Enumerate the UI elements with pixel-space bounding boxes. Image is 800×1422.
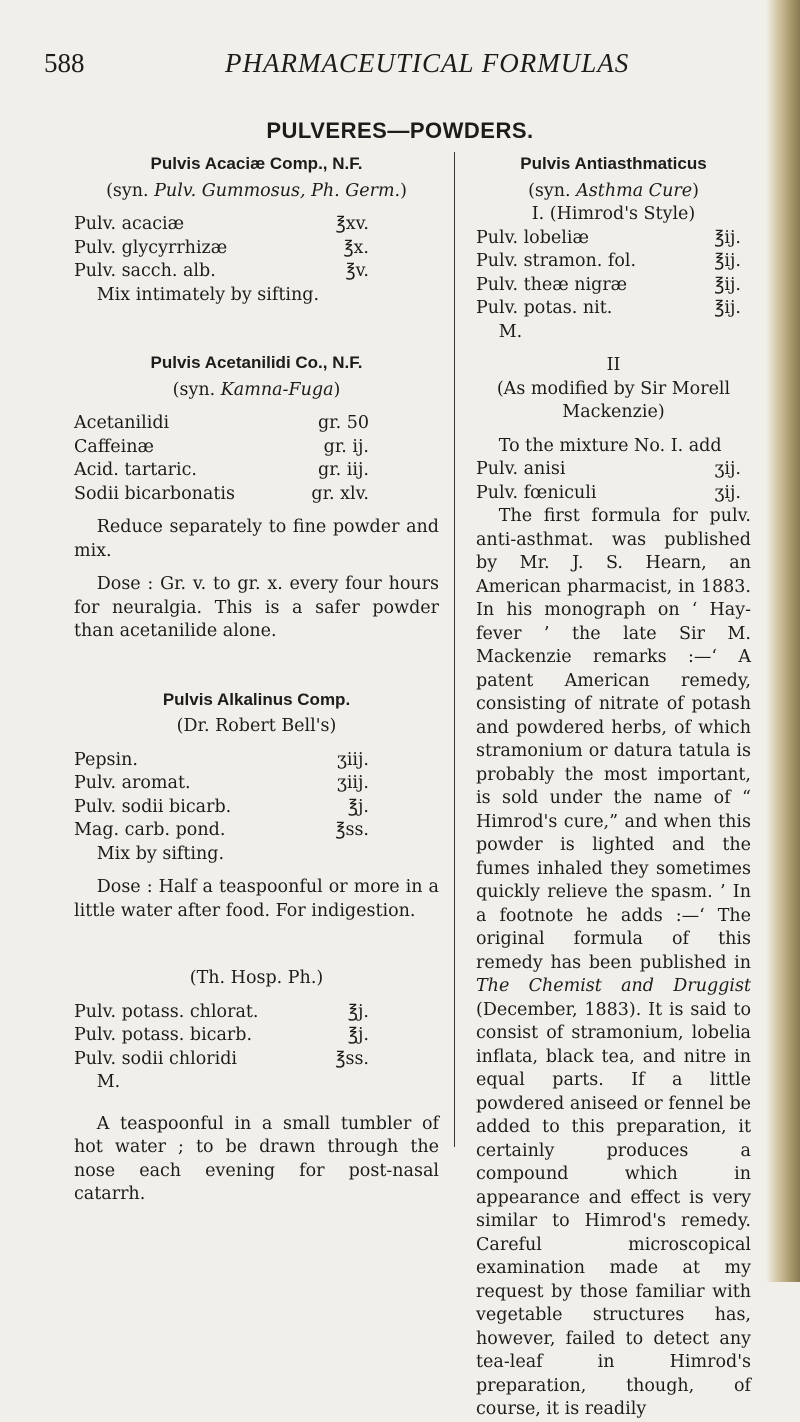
direction-text: Reduce separately to fine powder and mix. xyxy=(74,517,439,561)
left-column xyxy=(74,152,439,1207)
direction-text: M. xyxy=(96,1072,121,1092)
modified-note: (As modified by Sir Morell Mackenzie) xyxy=(496,378,731,422)
source-note: (Dr. Robert Bell's) xyxy=(176,716,337,736)
formula-acacia xyxy=(74,152,439,307)
running-title: PHARMACEUTICAL FORMULAS xyxy=(225,48,630,78)
formula-title: Pulvis Acetanilidi Co., N.F. xyxy=(150,353,363,372)
synonym: (syn. Pulv. Gummosus, Ph. Germ.) xyxy=(106,180,407,201)
ingredient-line: Pulv. theæ nigræ ℥ij. xyxy=(476,274,741,295)
formula-hosp xyxy=(74,967,439,1207)
ingredient-line: Acid. tartaric. gr. iij. xyxy=(74,460,369,480)
ingredient-line: Pulv. fœniculi ʒij. xyxy=(476,482,741,503)
ingredient-line: Sodii bicarbonatis gr. xlv. xyxy=(74,483,369,504)
formula-title: Pulvis Antiasthmaticus xyxy=(520,154,707,173)
ingredient-line: Pulv. sodii chloridi ℥ss. xyxy=(74,1048,369,1069)
variant-label: II xyxy=(606,355,621,375)
section-title: PULVERES—POWDERS. xyxy=(266,118,534,143)
page-number: 588 xyxy=(44,48,85,78)
formula-title: Pulvis Acaciæ Comp., N.F. xyxy=(150,154,363,173)
ingredient-line: Pepsin. ʒiij. xyxy=(74,749,369,770)
page-edge-shadow xyxy=(766,0,800,1282)
ingredient-line: Pulv. potas. nit. ℥ij. xyxy=(476,298,741,318)
ingredient-line: Pulv. stramon. fol. ℥ij. xyxy=(476,251,741,271)
dose-text: Dose : Gr. v. to gr. x. every four hours for neuralgia. This is a safer powder than acetanilide alone. xyxy=(74,574,439,641)
formula-antiasthmaticus xyxy=(476,152,751,1422)
ingredient-line: Pulv. glycyrrhizæ ℥x. xyxy=(74,237,369,258)
ingredient-line: Pulv. aromat. ʒiij. xyxy=(74,773,369,793)
ingredient-line: Pulv. sodii bicarb. ℥j. xyxy=(74,796,369,817)
ingredient-line: Mag. carb. pond. ℥ss. xyxy=(74,820,369,840)
ingredient-line: Pulv. acaciæ ℥xv. xyxy=(74,214,369,234)
ingredient-line: Acetanilidi gr. 50 xyxy=(74,413,369,433)
formula-acetanilid xyxy=(74,351,439,644)
ingredient-line: Pulv. lobeliæ ℥ij. xyxy=(476,227,741,248)
add-instruction: To the mixture No. I. add xyxy=(498,435,722,456)
right-column xyxy=(476,152,751,1422)
page-header xyxy=(0,48,760,88)
ingredient-line: Pulv. potass. chlorat. ℥j. xyxy=(74,1001,369,1022)
ingredient-line: Caffeinæ gr. ij. xyxy=(74,436,369,457)
direction-text: Mix intimately by sifting. xyxy=(96,284,320,305)
column-divider xyxy=(454,152,455,1147)
commentary-text: The first formula for pulv. anti-asthmat. was published by Mr. J. S. Hearn, an American pharmacist, in 1883. In his monograph on ‘ Hay-fever ’ the late Sir M. Mackenzie remarks :—‘ A patent American remedy, consisting of nitrate of potash and powdered herbs, of which stramonium or datura tatula is probably the most important, is sold under the name of “ Himrod's cure,” and when this powder is lighted and the fumes inhaled they sometimes quickly relieve the spasm. ’ In a footnote he adds :—‘ The original formula of this remedy has been published in The Chemist and Druggist (December, 1883). It is said to consist of stramonium, lobelia inflata, black tea, and nitre in equal parts. If a little powdered aniseed or fennel be added to this preparation, it certainly produces a compound which in appearance and effect is very similar to Himrod's remedy. Careful microscopical examination made at my request by those familiar with vegetable structures has, however, failed to detect any tea-leaf in Himrod's preparation, though, of course, it is readily xyxy=(476,506,751,1419)
usage-text: A teaspoonful in a small tumbler of hot water ; to be drawn through the nose each evening for post-nasal catarrh. xyxy=(74,1113,439,1204)
ingredient-line: Pulv. sacch. alb. ℥v. xyxy=(74,261,369,281)
dose-text: Dose : Half a teaspoonful or more in a little water after food. For indigestion. xyxy=(74,877,439,921)
ingredient-line: Pulv. anisi ʒij. xyxy=(476,459,741,479)
synonym: (syn. Asthma Cure) xyxy=(528,180,699,201)
journal-title: The Chemist and Druggist xyxy=(476,976,751,996)
ingredient-line: Pulv. potass. bicarb. ℥j. xyxy=(74,1025,369,1045)
formula-title: Pulvis Alkalinus Comp. xyxy=(162,689,351,709)
direction-text: M. xyxy=(498,321,523,342)
synonym: (syn. Kamna-Fuga) xyxy=(172,379,341,400)
variant-label: I. (Himrod's Style) xyxy=(531,204,696,224)
direction-text: Mix by sifting. xyxy=(96,843,225,864)
formula-alkalinus xyxy=(74,688,439,924)
source-note: (Th. Hosp. Ph.) xyxy=(189,968,324,988)
